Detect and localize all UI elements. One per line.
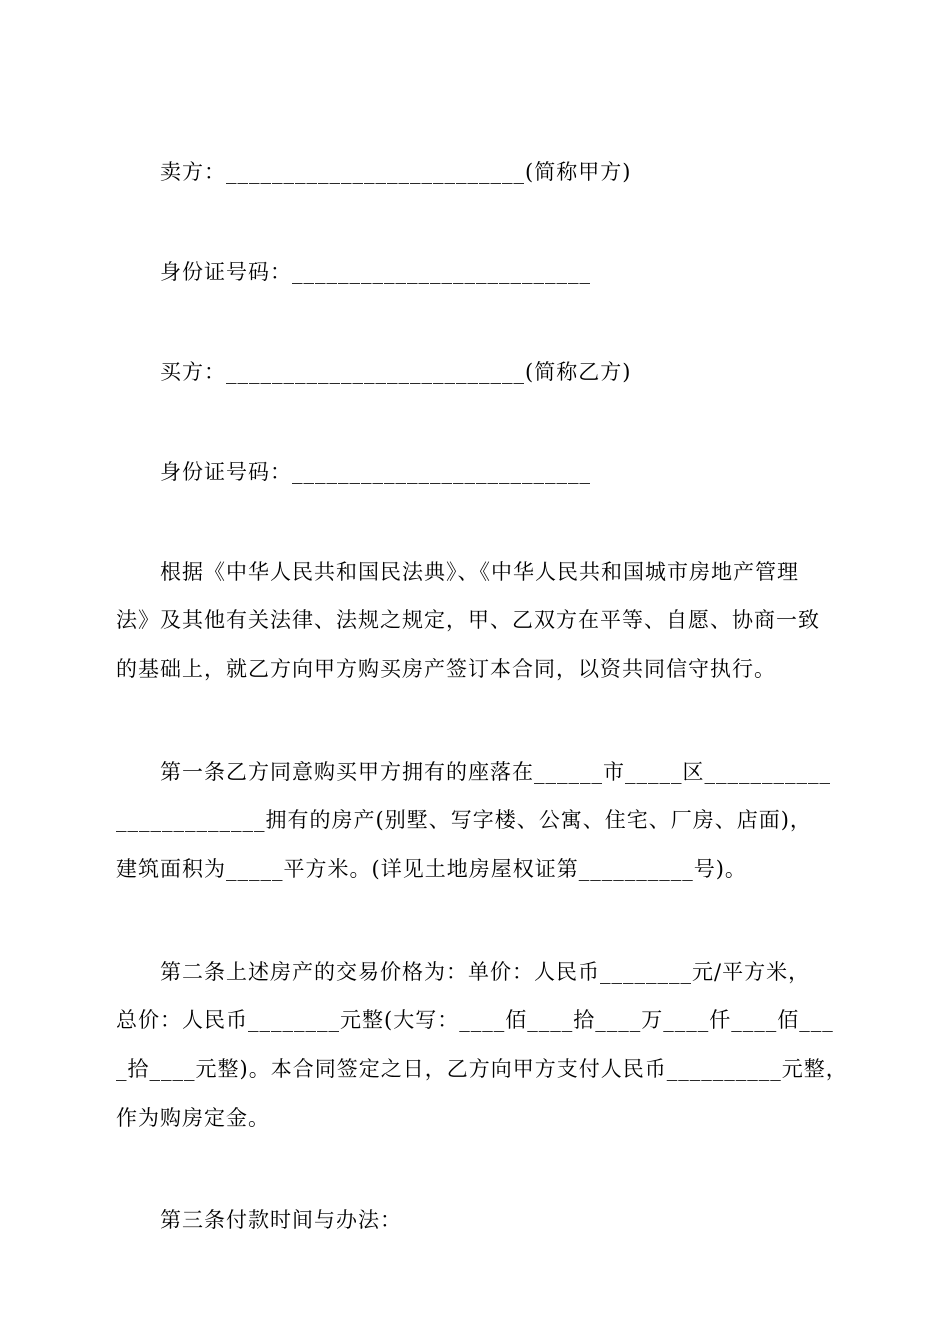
- article2-line: 作为购房定金。: [116, 1106, 270, 1130]
- article3-heading: 第三条付款时间与办法：: [160, 1208, 402, 1232]
- preamble-line: 的基础上，就乙方向甲方购买房产签订本合同，以资共同信守执行。: [116, 657, 776, 681]
- seller-line: 卖方：__________________________(简称甲方): [160, 160, 632, 184]
- article2-line: 第二条上述房产的交易价格为：单价：人民币________元/平方米，: [160, 960, 811, 984]
- article2-line: _拾____元整)。本合同签定之日，乙方向甲方支付人民币__________元整，: [116, 1057, 848, 1081]
- buyer-line: 买方：__________________________(简称乙方): [160, 360, 632, 384]
- article2-line: 总价：人民币________元整(大写：____佰____拾____万____仟____佰___: [116, 1008, 834, 1032]
- article1-line: _____________拥有的房产(别墅、写字楼、公寓、住宅、厂房、店面)，: [116, 808, 812, 832]
- preamble-line: 法》及其他有关法律、法规之规定，甲、乙双方在平等、自愿、协商一致: [116, 608, 820, 632]
- preamble-line: 根据《中华人民共和国民法典》、《中华人民共和国城市房地产管理: [160, 560, 799, 584]
- article1-line: 建筑面积为_____平方米。(详见土地房屋权证第__________号)。: [116, 857, 747, 881]
- buyer-id-line: 身份证号码：__________________________: [160, 460, 591, 484]
- article1-line: 第一条乙方同意购买甲方拥有的座落在______市_____区___________: [160, 760, 831, 784]
- seller-id-line: 身份证号码：__________________________: [160, 260, 591, 284]
